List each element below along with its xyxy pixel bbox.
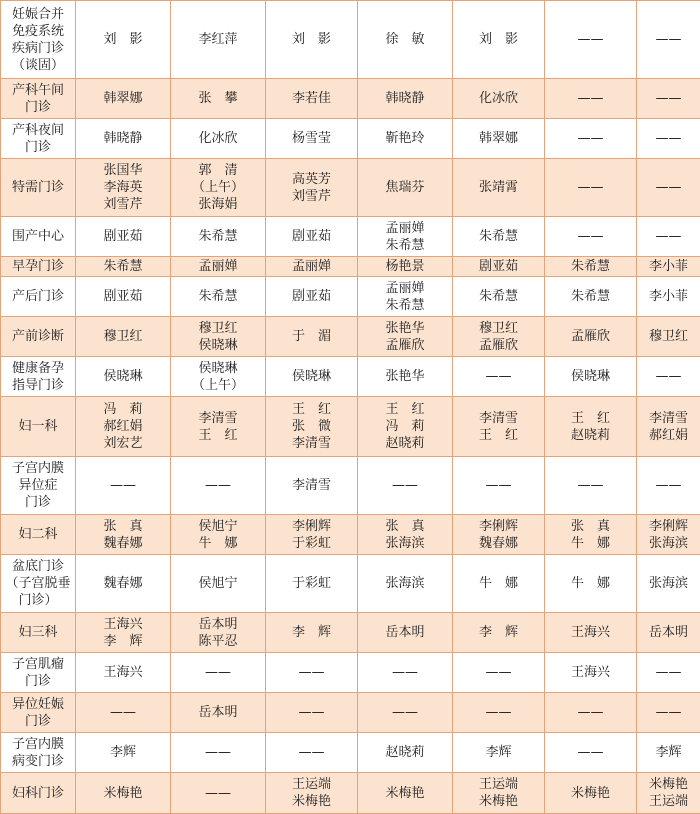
doctor-cell: 侯旭宁 — [171, 555, 266, 613]
doctor-cell: 侯晓琳 （上午） — [171, 357, 266, 397]
doctor-cell: 朱希慧 — [545, 277, 637, 317]
doctor-cell: 李 辉 — [453, 613, 545, 653]
department-cell: 产后门诊 — [1, 277, 76, 317]
table-row — [1, 357, 700, 397]
doctor-cell: 高英芳 刘雪芹 — [266, 159, 358, 217]
table-row — [1, 613, 700, 653]
department-cell: 子宫内膜 异位症 门诊 — [1, 457, 76, 515]
doctor-cell: 穆卫红 侯晓琳 — [171, 317, 266, 357]
doctor-cell: 王 红 冯 莉 赵晓莉 — [358, 397, 453, 457]
doctor-cell: 韩翠娜 — [453, 119, 545, 159]
doctor-cell: 岳本明 — [171, 693, 266, 733]
doctor-cell: 孟雁欣 — [545, 317, 637, 357]
doctor-cell: 刘 影 — [453, 1, 545, 79]
doctor-cell: 刘 影 — [76, 1, 171, 79]
doctor-cell: 化冰欣 — [171, 119, 266, 159]
doctor-cell: —— — [266, 653, 358, 693]
doctor-cell: 李清雪 王 红 — [171, 397, 266, 457]
doctor-cell: 杨艳景 — [358, 257, 453, 277]
doctor-cell: 张 攀 — [171, 79, 266, 119]
doctor-cell: 靳艳玲 — [358, 119, 453, 159]
doctor-cell: 侯晓琳 — [266, 357, 358, 397]
doctor-cell: 李辉 — [453, 733, 545, 773]
doctor-cell: 王运端 米梅艳 — [453, 773, 545, 814]
table-row — [1, 653, 700, 693]
doctor-cell: 剧亚茹 — [266, 217, 358, 257]
department-cell: 子宫肌瘤 门诊 — [1, 653, 76, 693]
doctor-cell: 侯旭宁 牛 娜 — [171, 515, 266, 555]
doctor-cell: 朱希慧 — [171, 277, 266, 317]
department-cell: 产前诊断 — [1, 317, 76, 357]
doctor-cell: 穆卫红 孟雁欣 — [453, 317, 545, 357]
doctor-cell: 徐 敏 — [358, 1, 453, 79]
table-row — [1, 733, 700, 773]
department-cell: 妇三科 — [1, 613, 76, 653]
doctor-cell: —— — [76, 457, 171, 515]
doctor-cell: 张海滨 — [637, 555, 700, 613]
doctor-cell: 牛 娜 — [453, 555, 545, 613]
table-row — [1, 277, 700, 317]
doctor-cell: 岳本明 陈平忍 — [171, 613, 266, 653]
doctor-cell: 朱希慧 — [453, 217, 545, 257]
doctor-cell: —— — [637, 1, 700, 79]
doctor-cell: 岳本明 — [358, 613, 453, 653]
doctor-cell: 李俐辉 于彩虹 — [266, 515, 358, 555]
doctor-cell: 张艳华 — [358, 357, 453, 397]
doctor-cell: —— — [637, 79, 700, 119]
table-row — [1, 257, 700, 277]
doctor-cell: —— — [637, 159, 700, 217]
department-cell: 妇二科 — [1, 515, 76, 555]
doctor-cell: 朱希慧 — [453, 277, 545, 317]
department-cell: 妇一科 — [1, 397, 76, 457]
doctor-cell: 王运端 米梅艳 — [266, 773, 358, 814]
department-cell: 妇科门诊 — [1, 773, 76, 814]
doctor-cell: —— — [171, 457, 266, 515]
doctor-cell: 侯晓琳 — [76, 357, 171, 397]
doctor-cell: 张 真 魏春娜 — [76, 515, 171, 555]
department-cell: 健康备孕 指导门诊 — [1, 357, 76, 397]
doctor-cell: 剧亚茹 — [266, 277, 358, 317]
department-cell: 产科午间 门诊 — [1, 79, 76, 119]
doctor-cell: —— — [358, 457, 453, 515]
doctor-cell: —— — [453, 653, 545, 693]
department-cell: 妊娠合并 免疫系统 疾病门诊 （谈固） — [1, 1, 76, 79]
doctor-cell: 李小菲 — [637, 277, 700, 317]
doctor-cell: —— — [453, 457, 545, 515]
doctor-cell: 王海兴 — [545, 653, 637, 693]
doctor-cell: 于彩虹 — [266, 555, 358, 613]
table-row — [1, 1, 700, 79]
doctor-cell: 刘 影 — [266, 1, 358, 79]
doctor-cell: —— — [76, 693, 171, 733]
doctor-cell: —— — [171, 773, 266, 814]
doctor-cell: —— — [266, 693, 358, 733]
table-row — [1, 693, 700, 733]
table-row — [1, 79, 700, 119]
doctor-cell: —— — [358, 653, 453, 693]
department-cell: 子宫内膜 病变门诊 — [1, 733, 76, 773]
doctor-cell: 米梅艳 — [358, 773, 453, 814]
doctor-cell: 魏春娜 — [76, 555, 171, 613]
doctor-cell: 孟丽婵 朱希慧 — [358, 277, 453, 317]
doctor-cell: 李俐辉 魏春娜 — [453, 515, 545, 555]
doctor-cell: 郭 清 （上午） 张海娟 — [171, 159, 266, 217]
doctor-cell: —— — [545, 217, 637, 257]
department-cell: 盆底门诊 （子宫脱垂 门诊） — [1, 555, 76, 613]
department-cell: 围产中心 — [1, 217, 76, 257]
doctor-cell: 剧亚茹 — [76, 277, 171, 317]
doctor-cell: 剧亚茹 — [76, 217, 171, 257]
doctor-cell: 朱希慧 — [545, 257, 637, 277]
doctor-cell: 孟丽婵 — [266, 257, 358, 277]
doctor-cell: 李 辉 — [266, 613, 358, 653]
doctor-cell: —— — [637, 457, 700, 515]
doctor-cell: 韩晓静 — [76, 119, 171, 159]
doctor-cell: —— — [637, 693, 700, 733]
table-row — [1, 515, 700, 555]
doctor-cell: —— — [545, 457, 637, 515]
doctor-cell: 李辉 — [637, 733, 700, 773]
doctor-cell: —— — [171, 733, 266, 773]
table-row — [1, 159, 700, 217]
doctor-cell: —— — [545, 159, 637, 217]
department-cell: 异位妊娠 门诊 — [1, 693, 76, 733]
doctor-cell: 韩晓静 — [358, 79, 453, 119]
doctor-cell: —— — [453, 357, 545, 397]
doctor-cell: 剧亚茹 — [453, 257, 545, 277]
doctor-cell: 孟丽婵 朱希慧 — [358, 217, 453, 257]
doctor-cell: 李辉 — [76, 733, 171, 773]
doctor-cell: —— — [171, 653, 266, 693]
doctor-cell: —— — [545, 1, 637, 79]
doctor-cell: 李清雪 — [266, 457, 358, 515]
doctor-cell: —— — [266, 733, 358, 773]
department-cell: 早孕门诊 — [1, 257, 76, 277]
doctor-cell: 李清雪 王 红 — [453, 397, 545, 457]
doctor-cell: 张 真 牛 娜 — [545, 515, 637, 555]
doctor-cell: 化冰欣 — [453, 79, 545, 119]
doctor-cell: 冯 莉 郝红娟 刘宏艺 — [76, 397, 171, 457]
doctor-cell: 李俐辉 张海滨 — [637, 515, 700, 555]
doctor-cell: 米梅艳 — [76, 773, 171, 814]
doctor-cell: 张靖霄 — [453, 159, 545, 217]
doctor-cell: 侯晓琳 — [545, 357, 637, 397]
doctor-cell: 张国华 李海英 刘雪芹 — [76, 159, 171, 217]
doctor-cell: 穆卫红 — [76, 317, 171, 357]
doctor-cell: —— — [545, 119, 637, 159]
doctor-cell: 杨雪莹 — [266, 119, 358, 159]
doctor-cell: —— — [453, 693, 545, 733]
doctor-cell: 于 湄 — [266, 317, 358, 357]
doctor-cell: 王海兴 — [545, 613, 637, 653]
doctor-cell: 焦瑞芬 — [358, 159, 453, 217]
table-row — [1, 217, 700, 257]
doctor-cell: 李若佳 — [266, 79, 358, 119]
doctor-cell: —— — [637, 357, 700, 397]
doctor-cell: 朱希慧 — [171, 217, 266, 257]
doctor-cell: 韩翠娜 — [76, 79, 171, 119]
doctor-cell: 张海滨 — [358, 555, 453, 613]
doctor-cell: —— — [637, 119, 700, 159]
doctor-cell: —— — [545, 79, 637, 119]
table-row — [1, 555, 700, 613]
doctor-cell: 张 真 张海滨 — [358, 515, 453, 555]
table-row — [1, 773, 700, 814]
doctor-cell: 穆卫红 — [637, 317, 700, 357]
doctor-cell: 张艳华 孟雁欣 — [358, 317, 453, 357]
doctor-cell: —— — [637, 653, 700, 693]
doctor-cell: 王 红 张 微 李清雪 — [266, 397, 358, 457]
doctor-cell: 赵晓莉 — [358, 733, 453, 773]
doctor-cell: 王海兴 李 辉 — [76, 613, 171, 653]
doctor-cell: 孟丽婵 — [171, 257, 266, 277]
doctor-cell: 牛 娜 — [545, 555, 637, 613]
doctor-cell: 朱希慧 — [76, 257, 171, 277]
doctor-cell: 李小菲 — [637, 257, 700, 277]
doctor-cell: 王海兴 — [76, 653, 171, 693]
table-row — [1, 317, 700, 357]
doctor-cell: —— — [545, 693, 637, 733]
department-cell: 特需门诊 — [1, 159, 76, 217]
doctor-cell: —— — [637, 217, 700, 257]
department-cell: 产科夜间 门诊 — [1, 119, 76, 159]
doctor-cell: 米梅艳 — [545, 773, 637, 814]
doctor-cell: 王 红 赵晓莉 — [545, 397, 637, 457]
doctor-cell: —— — [545, 733, 637, 773]
table-row — [1, 119, 700, 159]
doctor-cell: 李红萍 — [171, 1, 266, 79]
doctor-cell: —— — [358, 693, 453, 733]
doctor-cell: 李清雪 郝红娟 — [637, 397, 700, 457]
table-row — [1, 457, 700, 515]
table-row — [1, 397, 700, 457]
doctor-cell: 米梅艳 王运端 — [637, 773, 700, 814]
doctor-cell: 岳本明 — [637, 613, 700, 653]
